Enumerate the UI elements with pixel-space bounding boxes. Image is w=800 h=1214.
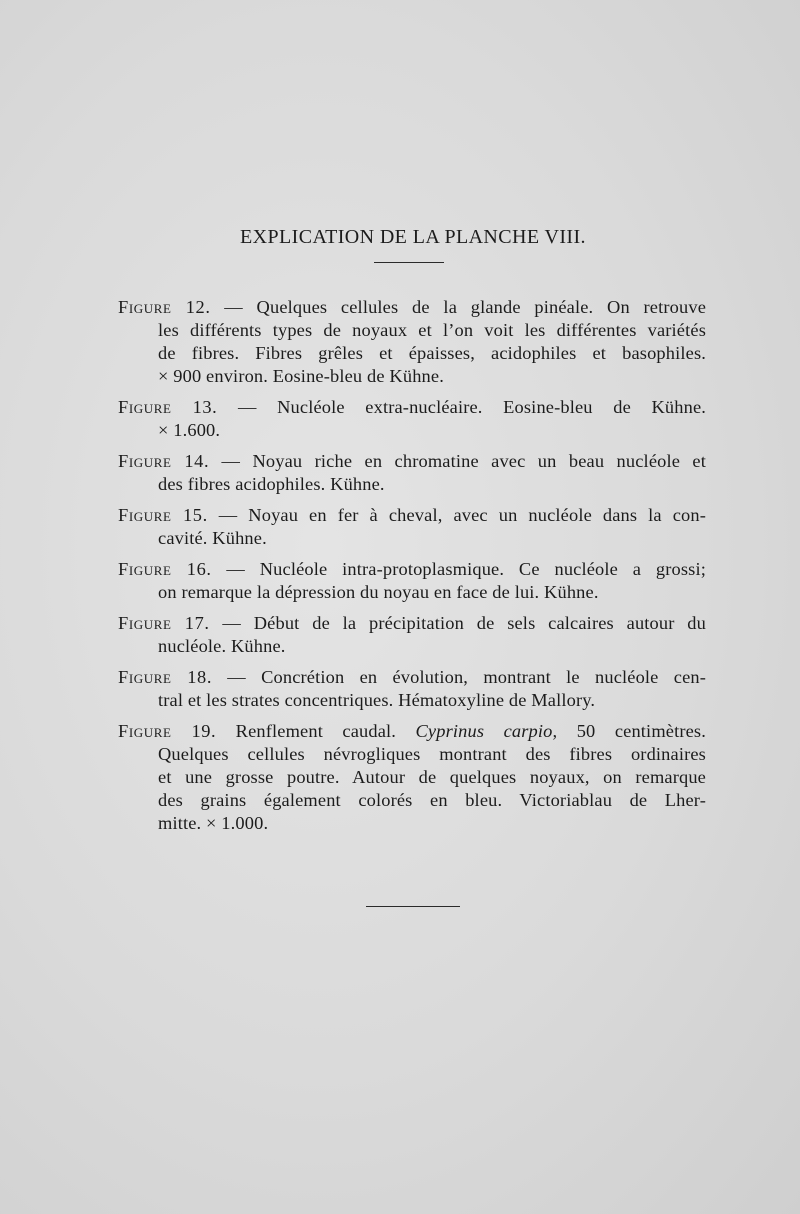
caption-line: on remarque la dépression du noyau en face de lui. Kühne. [158, 582, 599, 602]
title-divider [374, 262, 444, 263]
caption-line: et une grosse poutre. Autour de quelques noyaux, on remarque [158, 767, 706, 787]
caption-text: — Début de la précipitation de sels calcaires autour du [209, 613, 707, 633]
caption-text: — Concrétion en évolution, montrant le nucléole cen- [212, 667, 706, 687]
caption-line [118, 720, 706, 743]
caption-line: des fibres acidophiles. Kühne. [158, 474, 385, 494]
page-title: EXPLICATION DE LA PLANCHE VIII. [240, 226, 586, 248]
figure-label: Figure 16. [118, 559, 212, 579]
caption-text: — Nucléole extra-nucléaire. Eosine-bleu de Kühne. [217, 397, 707, 417]
caption-line: tral et les strates concentriques. Hématoxyline de Mallory. [158, 690, 596, 710]
caption-text: — Noyau riche en chromatine avec un beau nucléole et [209, 451, 707, 471]
figure-label: Figure 18. [118, 667, 213, 687]
figure-captions [118, 296, 706, 843]
figure-label: Figure 17. [118, 613, 210, 633]
caption-text: — Noyau en fer à cheval, avec un nucléole dans la con- [207, 505, 707, 525]
caption-text: — Quelques cellules de la glande pinéale. On retrouve [210, 297, 707, 317]
caption-line [118, 612, 706, 635]
figure-caption-15 [118, 504, 706, 550]
caption-line [118, 296, 706, 319]
figure-label: Figure 15. [118, 505, 208, 525]
caption-line [118, 396, 706, 419]
caption-line: cavité. Kühne. [158, 528, 267, 548]
figure-label: Figure 13. [118, 397, 218, 417]
figure-caption-13 [118, 396, 706, 442]
caption-line: Quelques cellules névrogliques montrant des fibres ordinaires [158, 744, 706, 764]
caption-line: × 1.600. [158, 420, 221, 440]
caption-line: × 900 environ. Eosine-bleu de Kühne. [158, 366, 444, 386]
figure-caption-14 [118, 450, 706, 496]
caption-line [118, 504, 706, 527]
caption-line [118, 450, 706, 473]
caption-line: nucléole. Kühne. [158, 636, 286, 656]
caption-line [118, 558, 706, 581]
caption-text: 50 centimètres. [557, 721, 706, 741]
figure-label: Figure 12. [118, 297, 211, 317]
species-name: Cyprinus carpio, [415, 721, 558, 741]
caption-line [118, 666, 706, 689]
caption-text: — Nucléole intra-protoplasmique. Ce nucléole a grossi; [211, 559, 706, 579]
caption-text: Renflement caudal. [216, 721, 416, 741]
figure-caption-12 [118, 296, 706, 388]
caption-line: des grains également colorés en bleu. Victoriablau de Lher- [158, 790, 706, 810]
caption-line: les différents types de noyaux et l’on voit les différentes variétés [158, 320, 706, 340]
figure-caption-18 [118, 666, 706, 712]
figure-caption-17 [118, 612, 706, 658]
figure-label: Figure 19. [118, 721, 217, 741]
caption-line: mitte. × 1.000. [158, 813, 269, 833]
caption-line: de fibres. Fibres grêles et épaisses, acidophiles et basophiles. [158, 343, 706, 363]
figure-caption-16 [118, 558, 706, 604]
figure-caption-19 [118, 720, 706, 835]
figure-label: Figure 14. [118, 451, 210, 471]
end-divider [366, 906, 460, 907]
